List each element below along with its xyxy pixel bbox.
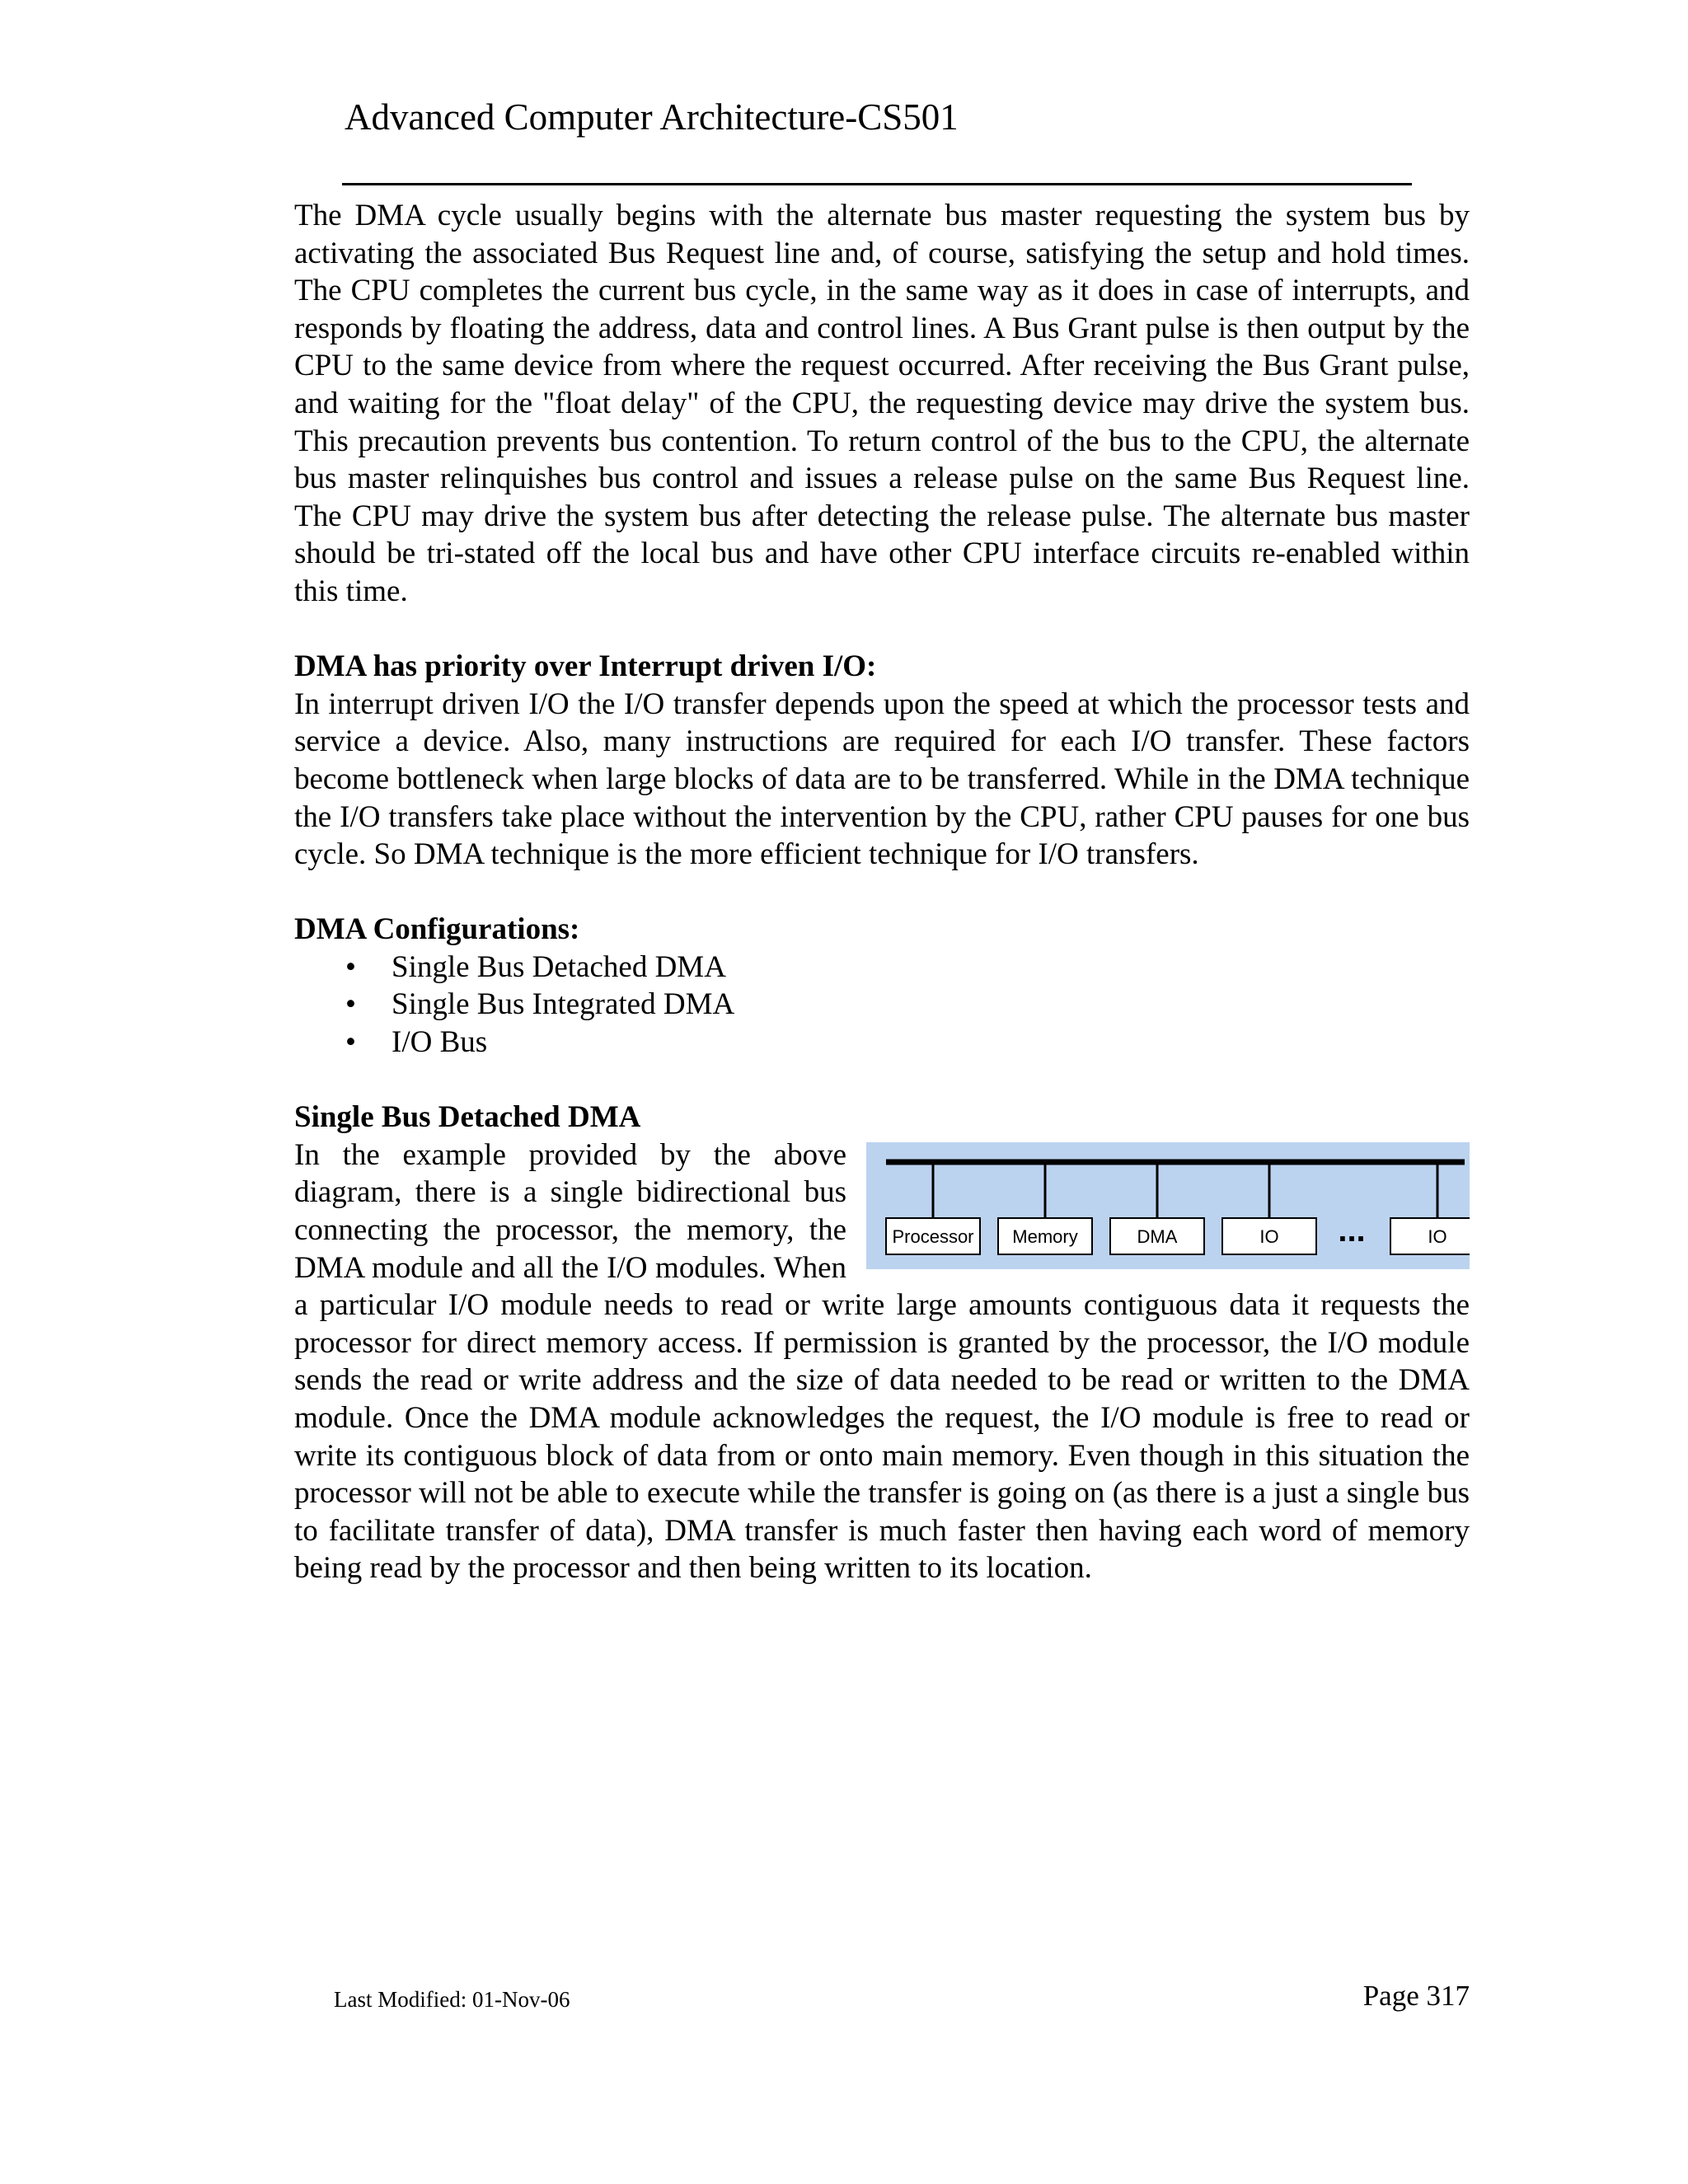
bullet-icon: •: [345, 987, 356, 1022]
list-item-label: I/O Bus: [392, 1025, 488, 1060]
footer-last-modified: Last Modified: 01-Nov-06: [334, 1987, 570, 2012]
paragraph-dma-cycle: The DMA cycle usually begins with the alternate bus master requesting the system bus by activating the associated Bus Request line and, of course, satisfying the setup and hold times. The CPU completes the current bus cycle, in the same way as it does in case of interrupts, and responds by floating the address, data and control lines. A Bus Grant pulse is then output by the CPU to the same device from where the request occurred. After receiving the Bus Grant pulse, and waiting for the "float delay" of the CPU, the requesting device may drive the system bus. This precaution prevents bus contention. To return control of the bus to the CPU, the alternate bus master relinquishes bus control and issues a release pulse on the same Bus Request line. The CPU may drive the system bus after detecting the release pulse. The alternate bus master should be tri-stated off the local bus and have other CPU interface circuits re-enabled within this time.: [294, 199, 1470, 608]
spacer: [294, 874, 1470, 912]
dma-configurations-list: [294, 949, 1470, 1062]
list-item-label: Single Bus Detached DMA: [392, 949, 726, 984]
module-label: Memory: [1012, 1226, 1078, 1247]
module-label: IO: [1428, 1226, 1447, 1247]
header-rule: [342, 183, 1412, 185]
bullet-icon: •: [345, 949, 356, 984]
module-label: Processor: [892, 1226, 974, 1247]
list-item: [294, 949, 1470, 987]
module-label: IO: [1259, 1226, 1279, 1247]
heading-dma-configurations: DMA Configurations:: [294, 912, 580, 947]
spacer: [294, 1062, 1470, 1099]
paragraph-single-bus-detached: In the example provided by the above diagram, there is a single bidirectional bus connecting the processor, the memory, the DMA module and all the I/O modules. When a particular I/O module needs to read or write large amounts contiguous data it requests the processor for direct memory access. If permission is granted by the processor, the I/O module sends the read or write address and the size of data needed to be read or written to the DMA module. Once the DMA module acknowledges the request, the I/O module is free to read or write its contiguous block of data from or onto main memory. Even though in this situation the processor will not be able to execute while the transfer is going on (as there is a just a single bus to facilitate transfer of data), DMA transfer is much faster then having each word of memory being read by the processor and then being written to its location.: [294, 1137, 1470, 1586]
list-item-label: Single Bus Integrated DMA: [392, 987, 735, 1022]
paragraph-dma-priority: In interrupt driven I/O the I/O transfer depends upon the speed at which the processor tests and service a device. Also, many instructions are required for each I/O transfer. These factors become bottleneck when large blocks of data are to be transferred. While in the DMA technique the I/O transfers take place without the intervention by the CPU, rather CPU pauses for one bus cycle. So DMA technique is the more efficient technique for I/O transfers.: [294, 687, 1470, 872]
bullet-icon: •: [345, 1025, 356, 1060]
heading-single-bus-detached: Single Bus Detached DMA: [294, 1100, 641, 1135]
footer-page-number: Page 317: [1362, 1980, 1470, 2012]
list-item: [294, 986, 1470, 1024]
single-bus-diagram: [866, 1142, 1470, 1269]
heading-dma-priority: DMA has priority over Interrupt driven I/O:: [294, 649, 877, 684]
page-header-title: Advanced Computer Architecture-CS501: [345, 96, 959, 138]
list-item: [294, 1024, 1470, 1062]
module-label: DMA: [1137, 1226, 1178, 1247]
page-content: [294, 197, 1470, 1587]
spacer: [294, 611, 1470, 649]
bus-diagram-svg: [866, 1142, 1470, 1269]
ellipsis-label: ...: [1338, 1212, 1366, 1249]
